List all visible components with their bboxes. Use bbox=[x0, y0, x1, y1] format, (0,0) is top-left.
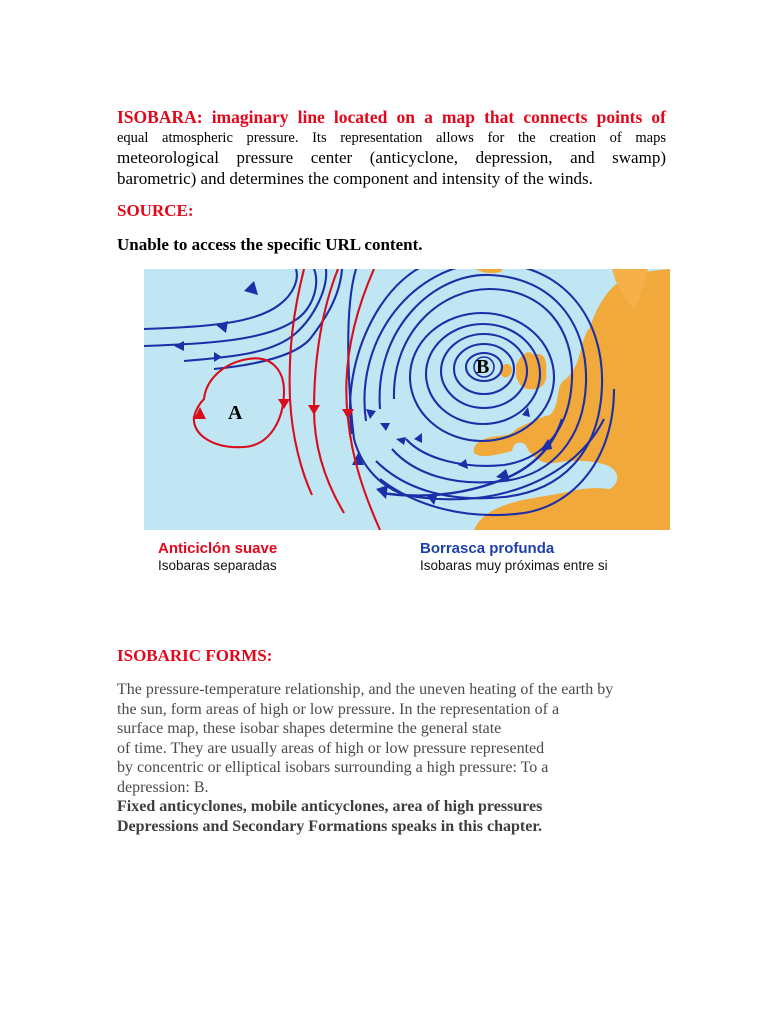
source-heading: SOURCE: bbox=[117, 201, 194, 220]
bold-line: Fixed anticyclones, mobile anticyclones, area of high pressures bbox=[117, 798, 543, 815]
legend-depression bbox=[420, 540, 608, 574]
isobara-definition bbox=[117, 106, 666, 189]
low-pressure-label: B bbox=[476, 356, 490, 378]
definition-line-2: meteorological pressure center (anticyclone, depression, and swamp) bbox=[117, 148, 666, 167]
bold-line: Depressions and Secondary Formations speaks in this chapter. bbox=[117, 817, 542, 835]
definition-heading-text: imaginary line located on a map that connects points of bbox=[211, 107, 666, 127]
high-pressure-label: A bbox=[228, 402, 243, 424]
definition-heading bbox=[117, 106, 666, 129]
definition-line-1: equal atmospheric pressure. Its representation allows for the creation of maps bbox=[117, 130, 666, 146]
body-line: the sun, form areas of high or low pressure. In the representation of a bbox=[117, 700, 560, 718]
definition-line-3: barometric) and determines the component and intensity of the winds. bbox=[117, 169, 593, 188]
body-line: The pressure-temperature relationship, and the uneven heating of the earth by bbox=[117, 681, 614, 698]
legend-anticyclone-title: Anticiclón suave bbox=[158, 540, 278, 557]
isobaric-forms-heading: ISOBARIC FORMS: bbox=[117, 646, 273, 665]
body-line: of time. They are usually areas of high or low pressure represented bbox=[117, 739, 545, 757]
source-text: Unable to access the specific URL content. bbox=[117, 235, 423, 254]
legend-depression-title: Borrasca profunda bbox=[420, 540, 555, 557]
legend-anticyclone-subtitle: Isobaras separadas bbox=[158, 558, 277, 573]
isobar-map-figure bbox=[144, 269, 670, 530]
body-line: surface map, these isobar shapes determine the general state bbox=[117, 720, 502, 737]
legend-depression-subtitle: Isobaras muy próximas entre si bbox=[420, 558, 608, 573]
body-line: by concentric or elliptical isobars surrounding a high pressure: To a bbox=[117, 759, 549, 776]
legend-anticyclone bbox=[158, 540, 277, 574]
isobaric-forms-body bbox=[117, 680, 677, 836]
body-line: depression: B. bbox=[117, 778, 209, 796]
britain-landmass bbox=[516, 352, 546, 389]
isobar-map bbox=[144, 269, 670, 530]
definition-term: ISOBARA: bbox=[117, 107, 203, 127]
